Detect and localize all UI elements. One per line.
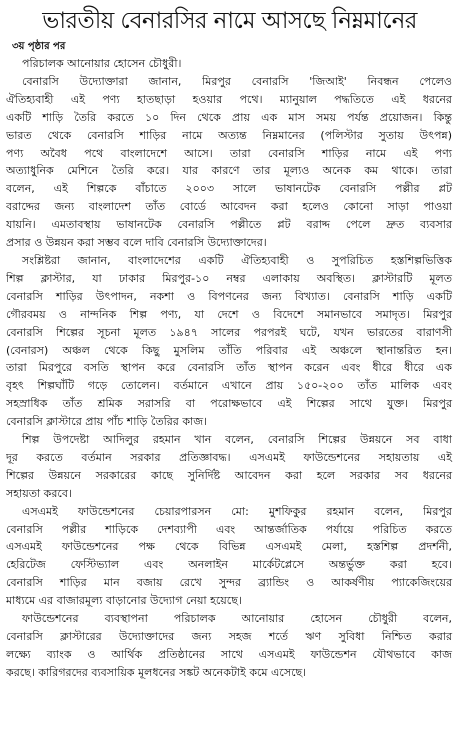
article-paragraph: [6, 503, 453, 610]
article-paragraph: [6, 252, 453, 431]
text-line: ফাউন্ডেশনের ব্যবস্থাপনা পরিচালক আনোয়ার হোসেন চৌধুরী বলেন,: [22, 612, 452, 626]
text-line: বেনারসি ক্লাস্টারে প্রায় পাঁচ শাড়ি তৈরির কাজ।: [6, 415, 208, 429]
article-paragraph: [6, 73, 453, 252]
text-line: বরাদ্দের জন্য বাংলাদেশ তাঁত বোর্ডে আবেদন করা হলেও কোনো সাড়া পাওয়া: [6, 200, 452, 214]
headline: ভারতীয় বেনারসির নামে আসছে নিম্নমানের: [42, 8, 417, 34]
text-line: করছে। কারিগরদের ব্যবসায়িক মূলধনের সঙ্কট অনেকটাই কমে এসেছে।: [6, 665, 307, 679]
text-line: ভারত থেকে বেনারসি শাড়ির নামে অত্যন্ত নিম্নমানের (পলিস্টার সুতায় উৎপন্ন): [6, 128, 452, 142]
text-line: বেনারসি ক্লাস্টারের উদ্যোক্তাদের জন্য সহজ শর্তে ঋণ সুবিধা নিশ্চিত করার: [6, 630, 452, 643]
text-line: পণ্য অবৈধ পথে বাংলাদেশে আসে। তারা বেনারসি শাড়ির নামে এই পণ্য: [6, 146, 452, 160]
article-paragraph: [6, 431, 453, 503]
text-line: সহস্রাধিক তাঁত শ্রমিক সরাসরি বা পরোক্ষভাবে এই শিল্পের সাথে যুক্ত। মিরপুর: [6, 397, 452, 411]
text-line: মাধ্যমে এর বাজারমূল্য বাড়ানোর উদ্যোগ নেয়া হয়েছে।: [6, 594, 242, 608]
text-line: বেনারসি পল্লীর শাড়িকে দেশব্যাপী এবং আন্তর্জাতিক পর্যায়ে পরিচিত করতে: [6, 522, 452, 536]
text-line: যায়নি। এমতাবস্থায় ভাষানটেক বেনারসি পল্লীতে প্লট বরাদ্দ পেলে দ্রুত ব্যবসার: [6, 218, 452, 232]
article-paragraph: [6, 610, 453, 682]
article-paragraph: [6, 55, 453, 73]
text-line: এসএমই ফাউন্ডেশনের চেয়ারপারসন মো: মুশফিকুর রহমান বলেন, মিরপুর: [22, 504, 452, 518]
text-line: বেনারসি উদ্যোক্তারা জানান, মিরপুর বেনারসি 'জিআই' নিবন্ধন পেলেও: [22, 74, 452, 88]
text-line: অত্যাধুনিক মেশিনে তৈরি করে। যার কারণে তার মূল্যও অনেক কম থাকে। তারা: [6, 164, 452, 178]
text-line: প্রসার ও উন্নয়ন করা সম্ভব বলে দাবি বেনারসি উদ্যোক্তাদের।: [6, 236, 267, 250]
text-line: বেনারসি শিল্পের সূচনা মূলত ১৯৪৭ সালের পরপরই ঘটে, যখন ভারতের বারাণসী: [6, 325, 452, 339]
text-line: গৌরবময় ও নান্দনিক শিল্প পণ্য, যা দেশে ও বিদেশে সমানভাবে সমাদৃত। মিরপুর: [6, 307, 452, 321]
text-line: সহায়তা করবে।: [6, 486, 72, 500]
text-line: এসএমই ফাউন্ডেশনের পক্ষ থেকে বিভিন্ন এসএমই মেলা, হস্তশিল্প প্রদর্শনী,: [6, 540, 452, 554]
text-line: পরিচালক আনোয়ার হোসেন চৌধুরী।: [22, 57, 182, 70]
text-line: শিল্প উপদেষ্টা আদিলুর রহমান খান বলেন, বেনারসি শিল্পের উন্নয়নে সব বাধা: [22, 433, 452, 447]
text-line: (বেনারস) অঞ্চল থেকে কিছু মুসলিম তাঁতি পরিবার এই অঞ্চলে স্থানান্তরিত হন।: [6, 343, 452, 357]
text-line: একটি শাড়ি তৈরি করতে ১০ দিন থেকে প্রায় এক মাস সময় পর্যন্ত প্রয়োজন। কিন্তু: [6, 110, 452, 124]
text-line: বেনারসি শাড়ির উৎপাদন, নকশা ও বিপণনের জন্য বিখ্যাত। বেনারসি শাড়ি একটি: [6, 289, 452, 303]
text-line: লক্ষ্যে ব্যাংক ও আর্থিক প্রতিষ্ঠানের সাথে এসএমই ফাউন্ডেশন যৌথভাবে কাজ: [6, 647, 452, 661]
text-line: বৃহৎ শিল্পঘাঁটি গড়ে তোলেন। বর্তমানে এখানে প্রায় ১৫০-২০০ তাঁত মালিক এবং: [6, 379, 452, 393]
text-line: বলেন, এই শিল্পকে বাঁচাতে ২০০৩ সালে ভাষানটেক বেনারসি পল্লীর প্লট: [6, 182, 452, 196]
continued-from-label: ৩য় পৃষ্ঠার পর: [12, 41, 66, 52]
text-line: হেরিটেজ ফেস্টিভ্যাল এবং অনলাইন মার্কেটপ্লেসে অন্তর্ভুক্ত করা হবে।: [6, 558, 452, 572]
text-line: সংশ্লিষ্টরা জানান, বাংলাদেশের একটি ঐতিহ্যবাহী ও সুপরিচিত হস্তশিল্পভিত্তিক: [22, 253, 452, 267]
text-line: দূর করতে বর্তমান সরকার প্রতিজ্ঞাবদ্ধ। এসএমই ফাউন্ডেশনের সহায়তায় এই: [6, 450, 452, 464]
text-line: ঐতিহ্যবাহী এই পণ্য হাতছাড়া হওয়ার পথে। ম্যানুয়াল পদ্ধতিতে এই ধরনের: [6, 92, 452, 106]
text-line: শিল্প ক্লাস্টার, যা ঢাকার মিরপুর-১০ নম্বর এলাকায় অবস্থিত। ক্লাস্টারটি মূলত: [6, 271, 452, 285]
text-line: তারা মিরপুরে বসতি স্থাপন করে বেনারসি তাঁত স্থাপন করেন এবং ধীরে ধীরে এক: [6, 361, 452, 375]
article-body: [6, 55, 453, 682]
text-line: বেনারসি শাড়ির মান বজায় রেখে সুন্দর ব্র্যান্ডিং ও আকর্ষণীয় প্যাকেজিংয়ের: [6, 576, 452, 590]
text-line: শিল্পের উন্নয়নে সরকারের কাছে সুনির্দিষ্ট আবেদন করা হলে সরকার সব ধরনের: [6, 468, 452, 482]
